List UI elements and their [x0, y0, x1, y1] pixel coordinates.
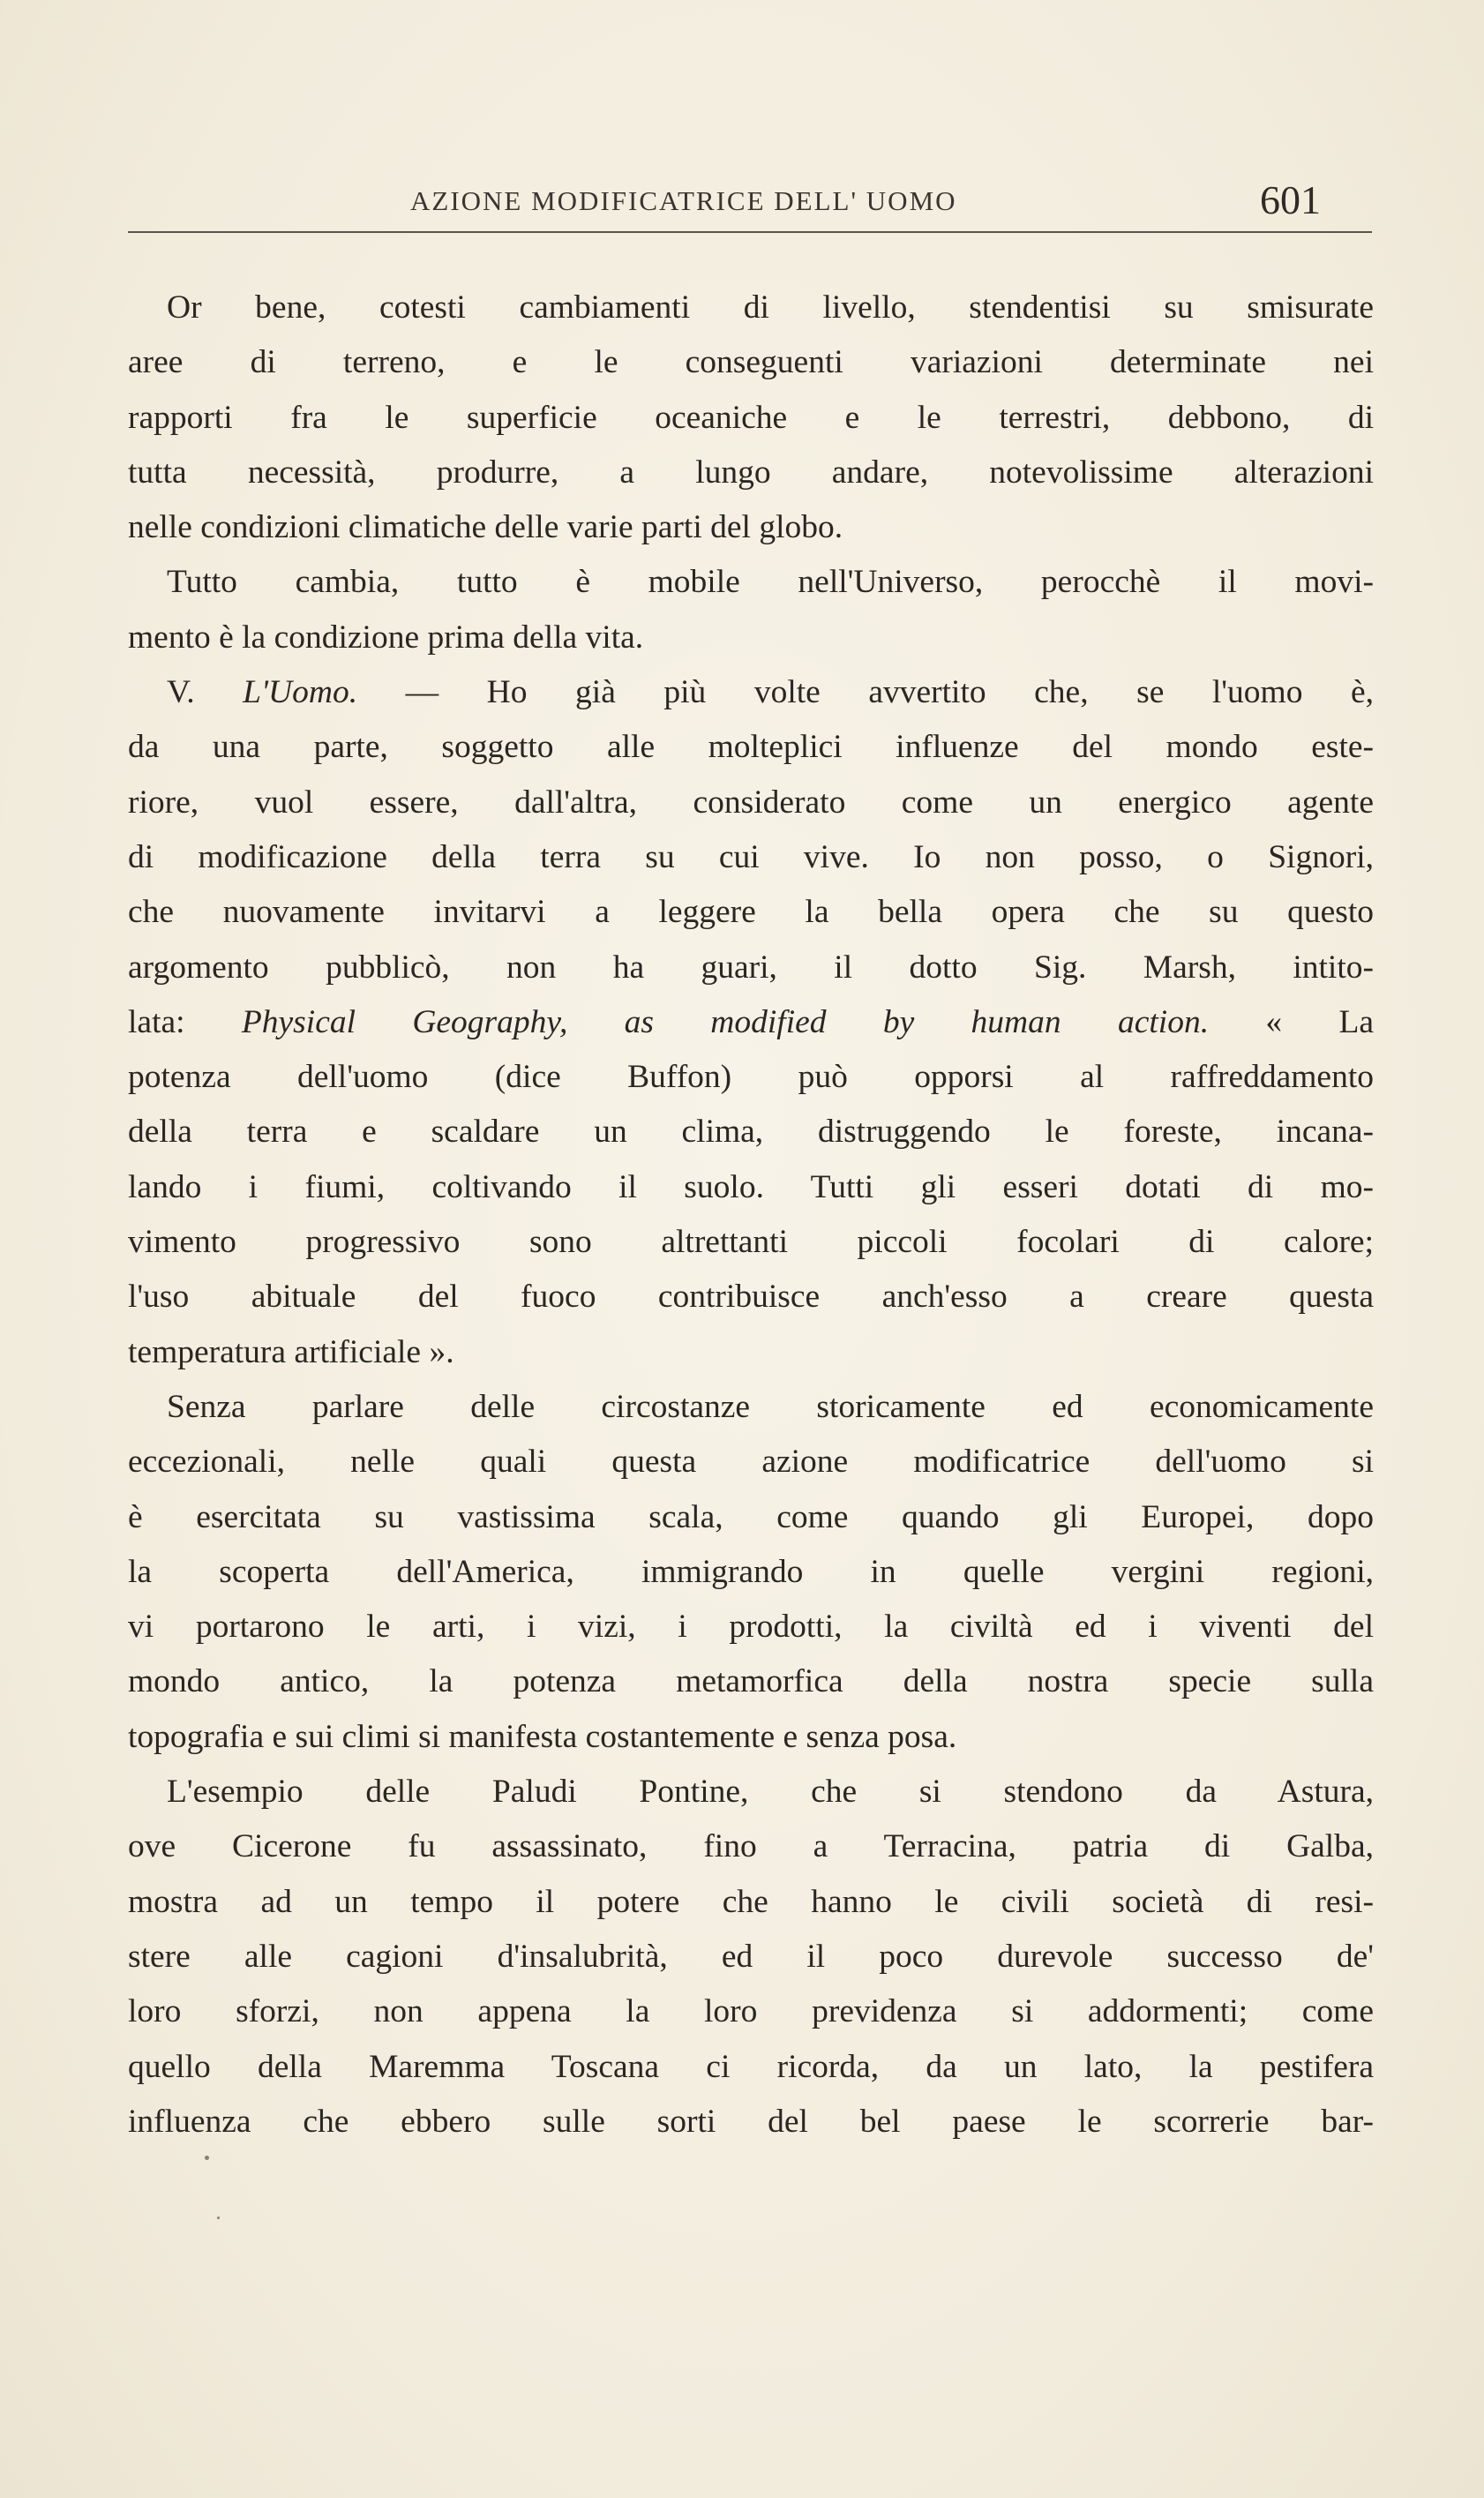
- text-line: temperatura artificiale ».: [128, 1333, 454, 1370]
- text-line: quello della Maremma Toscana ci ricorda, da un lato, la pestifera: [128, 2048, 1374, 2085]
- text-line: topografia e sui climi si manifesta costantemente e senza posa.: [128, 1718, 957, 1755]
- header-rule: [128, 231, 1372, 233]
- running-head: [128, 177, 1372, 233]
- text-line: di modificazione della terra su cui vive. Io non posso, o Signori,: [128, 838, 1374, 875]
- text-line: della terra e scaldare un clima, distruggendo le foreste, incana-: [128, 1114, 1374, 1151]
- text-line: Tutto cambia, tutto è mobile nell'Universo, perocchè il movi-: [167, 564, 1374, 601]
- section-number: V.: [167, 674, 195, 711]
- text-line: Senza parlare delle circostanze storicamente ed economicamente: [167, 1388, 1374, 1425]
- text-line: ove Cicerone fu assassinato, fino a Terracina, patria di Galba,: [128, 1828, 1374, 1865]
- text-line: Or bene, cotesti cambiamenti di livello, stendentisi su smisurate: [167, 289, 1374, 326]
- text-line: potenza dell'uomo (dice Buffon) può opporsi al raffreddamento: [128, 1059, 1374, 1096]
- text-line: mento è la condizione prima della vita.: [128, 619, 644, 656]
- text-line: [128, 995, 1374, 1050]
- text-line: mondo antico, la potenza metamorfica della nostra specie sulla: [128, 1663, 1374, 1700]
- text-line: la scoperta dell'America, immigrando in quelle vergini regioni,: [128, 1553, 1374, 1590]
- title-lead: lata:: [128, 1003, 185, 1040]
- text-line: riore, vuol essere, dall'altra, considerato come un energico agente: [128, 784, 1374, 821]
- text-line: è esercitata su vastissima scala, come quando gli Europei, dopo: [128, 1498, 1374, 1535]
- text-line: aree di terreno, e le conseguenti variazioni determinate nei: [128, 344, 1374, 381]
- running-title: AZIONE MODIFICATRICE DELL' UOMO: [410, 185, 957, 216]
- text-line: loro sforzi, non appena la loro previdenza si addormenti; come: [128, 1993, 1374, 2030]
- text-line: argomento pubblicò, non ha guari, il dotto Sig. Marsh, intito-: [128, 949, 1374, 986]
- text-line: [128, 665, 1374, 720]
- text-line: l'uso abituale del fuoco contribuisce anch'esso a creare questa: [128, 1279, 1374, 1316]
- text-fragment: « La: [1265, 1003, 1374, 1040]
- text-line: tutta necessità, produrre, a lungo andare, notevolissime alterazioni: [128, 454, 1374, 491]
- text-line: lando i fiumi, coltivando il suolo. Tutti gli esseri dotati di mo-: [128, 1168, 1374, 1205]
- book-title: Physical Geography, as modified by human action.: [241, 1003, 1210, 1040]
- text-line: vi portarono le arti, i vizi, i prodotti, la civiltà ed i viventi del: [128, 1609, 1374, 1646]
- text-line: stere alle cagioni d'insalubrità, ed il poco durevole successo de': [128, 1938, 1374, 1975]
- body-text: [128, 281, 1374, 2149]
- page-number: 601: [1260, 177, 1321, 222]
- text-line: influenza che ebbero sulle sorti del bel paese le scorrerie bar-: [128, 2103, 1374, 2140]
- text-line: da una parte, soggetto alle molteplici influenze del mondo este-: [128, 729, 1374, 766]
- text-line: nelle condizioni climatiche delle varie parti del globo.: [128, 509, 843, 546]
- section-title: L'Uomo.: [243, 674, 358, 711]
- text-fragment: — Ho già più volte avvertito che, se l'uomo è,: [405, 674, 1374, 711]
- text-line: che nuovamente invitarvi a leggere la bella opera che su questo: [128, 894, 1374, 931]
- text-line: eccezionali, nelle quali questa azione modificatrice dell'uomo si: [128, 1444, 1374, 1481]
- text-line: L'esempio delle Paludi Pontine, che si stendono da Astura,: [167, 1774, 1374, 1811]
- paper-speck: [205, 2156, 209, 2160]
- text-line: mostra ad un tempo il potere che hanno le civili società di resi-: [128, 1883, 1374, 1920]
- text-line: vimento progressivo sono altrettanti piccoli focolari di calore;: [128, 1224, 1374, 1261]
- paper-speck: [217, 2217, 220, 2219]
- text-line: rapporti fra le superficie oceaniche e le terrestri, debbono, di: [128, 399, 1374, 436]
